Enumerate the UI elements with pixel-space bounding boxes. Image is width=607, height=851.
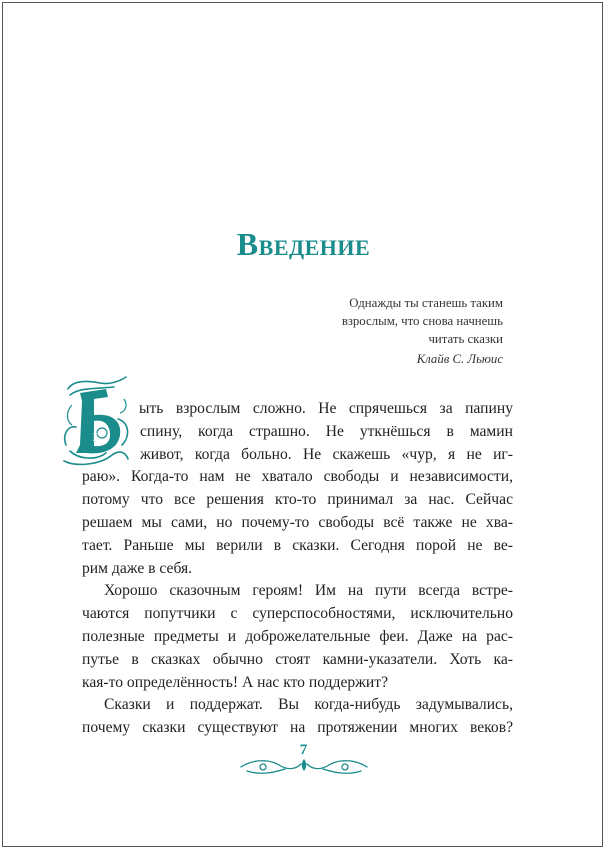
epigraph bbox=[300, 294, 503, 368]
body-line: тает. Раньше мы верили в сказки. Сегодня порой не ве- bbox=[82, 536, 513, 554]
dropcap-letter: Б bbox=[92, 433, 100, 444]
body-line: спину, когда страшно. Не уткнёшься в мамин bbox=[140, 422, 513, 440]
body-text bbox=[82, 398, 513, 740]
body-line: Хорошо сказочным героям! Им на пути всегда встре- bbox=[104, 582, 513, 600]
chapter-title: Введение bbox=[236, 226, 371, 262]
body-line: живот, когда больно. Не скажешь «чур, я не иг- bbox=[140, 445, 513, 463]
epigraph-author: Клайв С. Льюис bbox=[416, 352, 503, 366]
body-line: полезные предметы и доброжелательные феи. Даже на рас- bbox=[82, 627, 513, 645]
page-number: 7 bbox=[299, 742, 308, 758]
body-line: почему сказки существуют на протяжении многих веков? bbox=[82, 719, 513, 737]
body-line: кая-то определённость! А нас кто поддержит? bbox=[82, 673, 389, 691]
epigraph-line: взрослым, что снова начнешь bbox=[341, 314, 503, 328]
body-line: Сказки и поддержат. Вы когда-нибудь задумывались, bbox=[104, 696, 513, 714]
body-line: ыть взрослым сложно. Не спрячешься за папину bbox=[139, 400, 513, 417]
body-line: чаются попутчики с суперспособностями, исключительно bbox=[82, 605, 513, 623]
footer-ornament bbox=[239, 755, 369, 777]
epigraph-line: читать сказки bbox=[428, 332, 503, 346]
body-line: потому что все решения кто-то принимал за нас. Сейчас bbox=[82, 491, 513, 509]
body-line: раю». Когда-то нам не хватало свободы и независимости, bbox=[82, 468, 513, 486]
epigraph-line: Однажды ты станешь таким bbox=[349, 296, 503, 310]
body-line: рим даже в себя. bbox=[82, 559, 193, 577]
body-line: путье в сказках обычно стоят камни-указатели. Хоть ка- bbox=[82, 650, 513, 668]
body-line: решаем мы сами, но почему-то свободы всё также не хва- bbox=[82, 513, 513, 531]
